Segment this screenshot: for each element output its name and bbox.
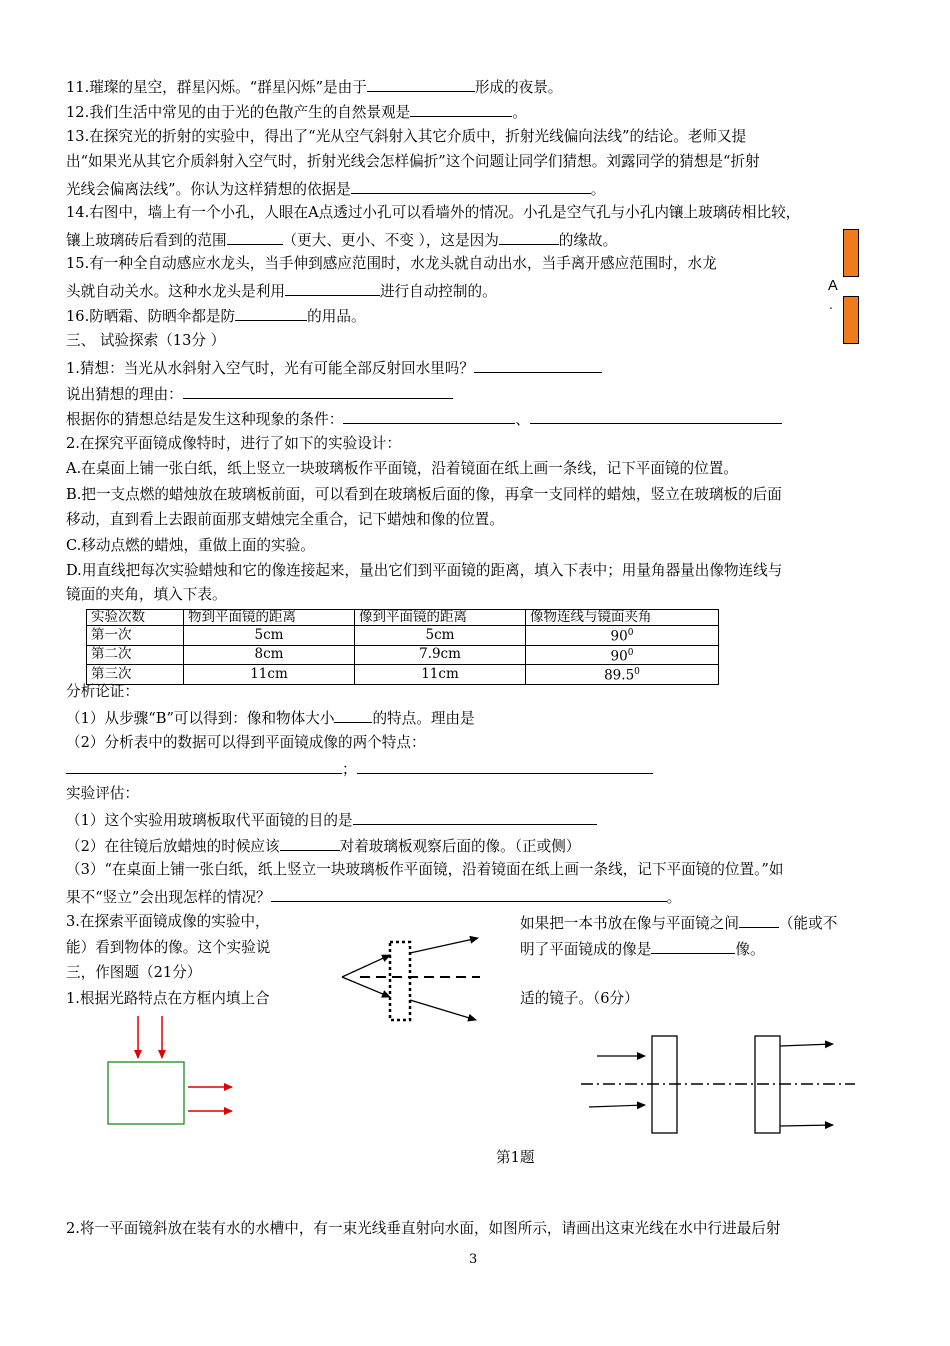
q13-line1: 13.在探究光的折射的实验中，得出了“光从空气斜射入其它介质中，折射光线偏向法线”的结论。老师又提 — [66, 128, 747, 145]
ray-in-lower — [342, 977, 390, 997]
eval-p3b: 果不“竖立”会出现怎样的情况？ 。 — [66, 886, 681, 908]
ray-out-upper — [410, 938, 478, 953]
table-header: 实验次数 — [87, 610, 184, 626]
q13-blank[interactable] — [351, 178, 591, 194]
mirror-diagram-q3 — [330, 935, 490, 1025]
e3-blank-1[interactable] — [739, 912, 779, 928]
q14-line1: 14.右图中，墙上有一个小孔，人眼在A点透过小孔可以看墙外的情况。小孔是空气孔与小孔内镶上玻璃砖相比较， — [66, 204, 801, 221]
wall-lower — [843, 296, 859, 344]
analysis-title: 分析论证： — [66, 683, 139, 700]
table-row — [87, 626, 719, 646]
ray-in-bottom — [589, 1105, 645, 1107]
e1-blank-2[interactable] — [183, 383, 453, 399]
eval-blank-1[interactable] — [353, 809, 597, 825]
table-header-row — [87, 610, 719, 626]
e3-blank-2[interactable] — [651, 938, 735, 954]
q16: 16.防晒霜、防晒伞都是防 的用品。 — [66, 305, 366, 327]
q15-line2: 头就自动关水。这种水龙头是利用 进行自动控制的。 — [66, 280, 497, 302]
e2-step-b1: B.把一支点燃的蜡烛放在玻璃板前面，可以看到在玻璃板后面的像，再拿一支同样的蜡烛，竖立在玻璃板的后面 — [66, 486, 782, 503]
d1-line-a: 1.根据光路特点在方框内填上合 — [66, 990, 270, 1007]
e2-step-d2: 镜面的夹角，填入下表。 — [66, 586, 227, 603]
eval-title: 实验评估： — [66, 785, 139, 802]
table-header: 物到平面镜的距离 — [184, 610, 355, 626]
experiment-table — [86, 609, 719, 685]
optics-axis-diagram — [575, 1030, 860, 1140]
table-cell: 11cm — [184, 665, 355, 685]
q15-blank[interactable] — [285, 280, 380, 296]
e1-line1: 1.猜想：当光从水斜射入空气时，光有可能全部反射回水里吗？ — [66, 357, 602, 379]
table-cell: 7.9cm — [355, 645, 526, 665]
page-number: 3 — [469, 1252, 478, 1267]
table-header: 像到平面镜的距离 — [355, 610, 526, 626]
ray-in-upper — [342, 955, 390, 977]
analysis-answer-line: ； — [66, 758, 653, 780]
ray-out-bottom — [780, 1125, 833, 1126]
table-cell: $90^0$ — [526, 626, 719, 646]
section-4-title: 三，作图题（21分） — [66, 964, 202, 981]
e1-blank-3[interactable] — [343, 408, 515, 424]
point-a-dot: . — [829, 298, 833, 312]
section-3-title: 三、 试验探索（13分 ） — [66, 332, 226, 349]
point-a-label: A — [828, 278, 838, 294]
e1-blank-4[interactable] — [530, 408, 782, 424]
q16-blank[interactable] — [235, 305, 307, 321]
analysis-p1: （1）从步骤“B”可以得到：像和物体大小 的特点。理由是 — [66, 707, 475, 729]
q13-line3: 光线会偏离法线”。你认为这样猜想的依据是 。 — [66, 178, 605, 200]
table-cell: 5cm — [184, 626, 355, 646]
e1-line3: 根据你的猜想总结是发生这种现象的条件： 、 — [66, 408, 782, 430]
table-row — [87, 645, 719, 665]
analysis-blank-3[interactable] — [357, 758, 653, 774]
e1-line2: 说出猜想的理由： — [66, 383, 453, 405]
dashed-box — [390, 942, 410, 1020]
mirror-box-diagram — [100, 1010, 250, 1130]
table-cell: 89.5$^0$ — [526, 665, 719, 685]
e2-step-c: C.移动点燃的蜡烛，重做上面的实验。 — [66, 537, 315, 554]
eval-p3a: （3）“在桌面上铺一张白纸，纸上竖立一块玻璃板作平面镜，沿着镜面在纸上画一条线，记下平面镜的位置。”如 — [66, 861, 784, 878]
e1-blank-1[interactable] — [474, 357, 602, 373]
e2-step-d1: D.用直线把每次实验蜡烛和它的像连接起来，量出它们到平面镜的距离，填入下表中；用量角器量出像物连线与 — [66, 562, 783, 579]
ray-out-lower — [410, 1000, 476, 1020]
analysis-blank-2[interactable] — [66, 758, 342, 774]
green-box — [108, 1062, 184, 1124]
figure-caption: 第1题 — [496, 1149, 535, 1166]
e3-line1b: 如果把一本书放在像与平面镜之间 （能或不 — [520, 912, 837, 934]
e3-line2b: 明了平面镜成的像是 像。 — [520, 938, 765, 960]
q12: 12.我们生活中常见的由于光的色散产生的自然景观是 。 — [66, 101, 527, 123]
q15-line1: 15.有一种全自动感应水龙头，当手伸到感应范围时，水龙头就自动出水，当手离开感应范围时，水龙 — [66, 255, 717, 272]
q11-blank[interactable] — [367, 76, 475, 92]
eval-p1: （1）这个实验用玻璃板取代平面镜的目的是 — [66, 809, 597, 831]
d2-line1: 2.将一平面镜斜放在装有水的水槽中，有一束光线垂直射向水面，如图所示，请画出这束光线在水中行进最后射 — [66, 1220, 781, 1237]
table-row — [87, 665, 719, 685]
table-cell: 8cm — [184, 645, 355, 665]
e2-step-b2: 移动，直到看上去跟前面那支蜡烛完全重合，记下蜡烛和像的位置。 — [66, 511, 504, 528]
table-cell: 5cm — [355, 626, 526, 646]
e3-line2a: 能）看到物体的像。这个实验说 — [66, 939, 271, 956]
q13-line2: 出“如果光从其它介质斜射入空气时，折射光线会怎样偏折”这个问题让同学们猜想。刘露同学的猜想是“折射 — [66, 153, 760, 170]
q14-blank-1[interactable] — [227, 229, 283, 245]
q11: 11.璀璨的星空，群星闪烁。“群星闪烁”是由于 形成的夜景。 — [66, 76, 562, 98]
wall-upper — [843, 229, 859, 277]
q12-blank[interactable] — [410, 101, 512, 117]
analysis-blank-1[interactable] — [334, 707, 372, 723]
eval-p2: （2）在往镜后放蜡烛的时候应该 对着玻璃板观察后面的像。（正或侧） — [66, 835, 580, 857]
q14-blank-2[interactable] — [499, 229, 559, 245]
e2-step-a: A.在桌面上铺一张白纸，纸上竖立一块玻璃板作平面镜，沿着镜面在纸上画一条线，记下平面镜的位置。 — [66, 460, 738, 477]
d1-line-b: 适的镜子。（6分） — [520, 990, 639, 1007]
table-cell: 第二次 — [87, 645, 184, 665]
eval-blank-2[interactable] — [280, 835, 340, 851]
eval-blank-3[interactable] — [271, 886, 667, 902]
e3-line1a: 3.在探索平面镜成像的实验中， — [66, 913, 270, 930]
table-cell: 11cm — [355, 665, 526, 685]
e2-title: 2.在探究平面镜成像特时，进行了如下的实验设计： — [66, 435, 401, 452]
q14-line2: 镶上玻璃砖后看到的范围 （更大、更小、不变 ），这是因为 的缘故。 — [66, 229, 617, 251]
table-cell: 第三次 — [87, 665, 184, 685]
table-header: 像物连线与镜面夹角 — [526, 610, 719, 626]
ray-out-top — [780, 1044, 833, 1046]
table-cell: 第一次 — [87, 626, 184, 646]
table-cell: $90^0$ — [526, 645, 719, 665]
analysis-p2: （2）分析表中的数据可以得到平面镜成像的两个特点： — [66, 734, 426, 751]
